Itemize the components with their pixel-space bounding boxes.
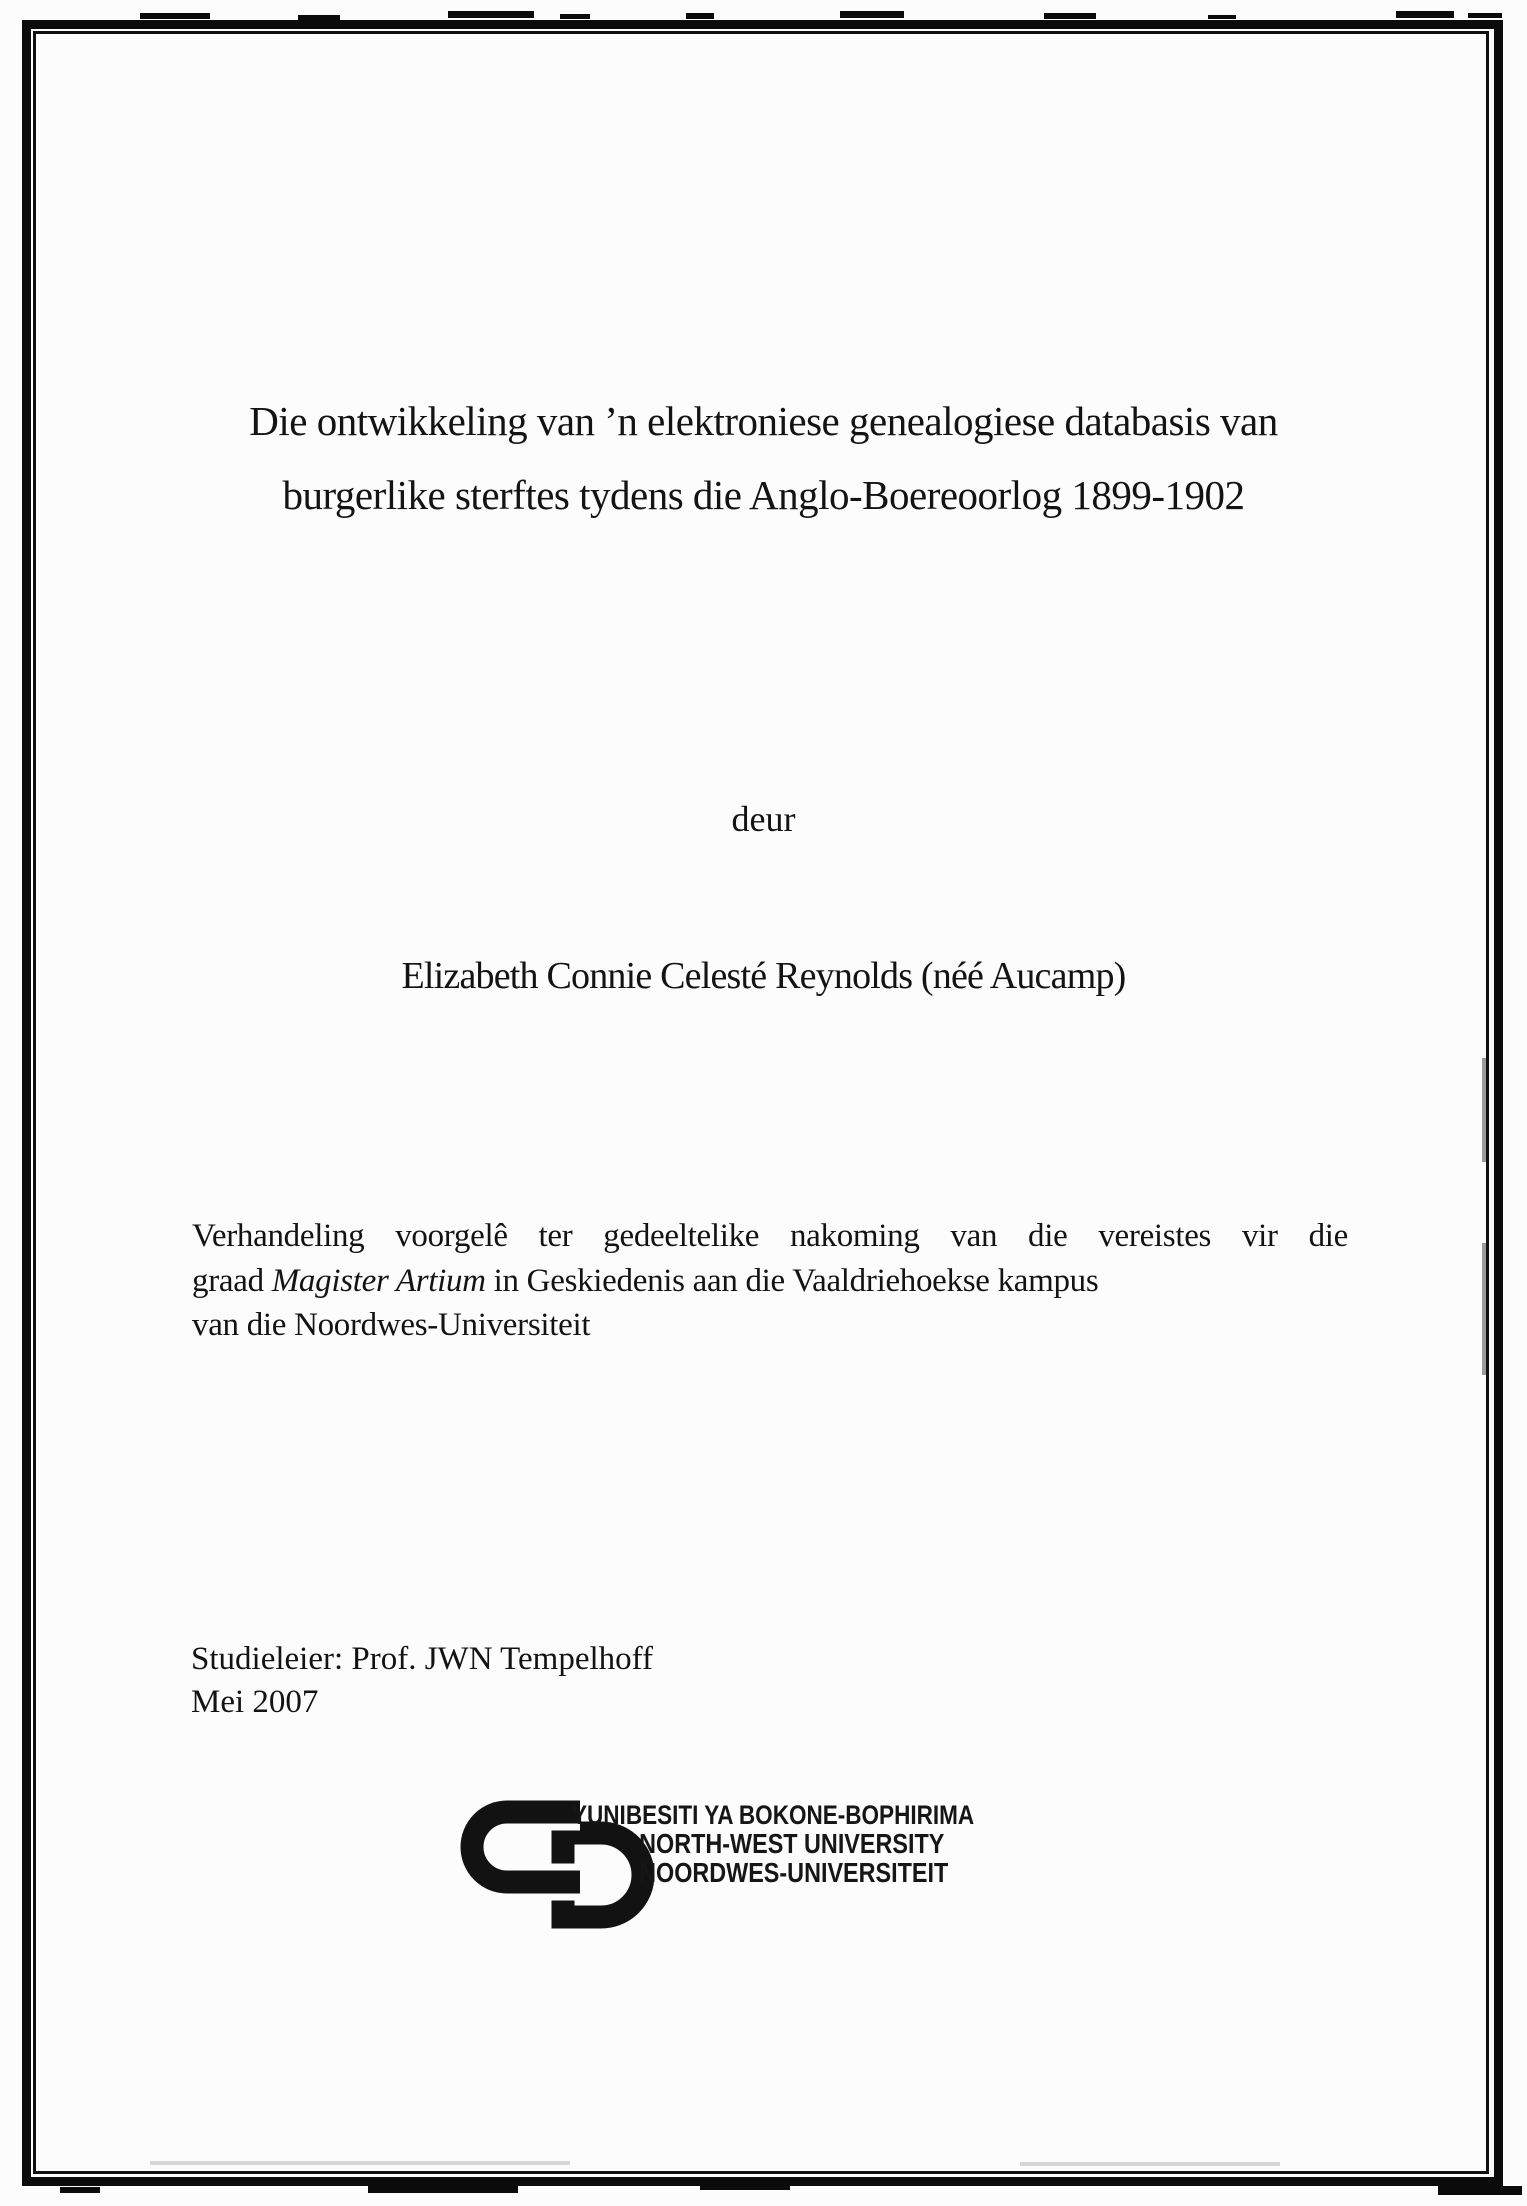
author-name: Elizabeth Connie Celesté Reynolds (néé Aucamp)	[401, 955, 1126, 997]
scan-artifact	[60, 2187, 100, 2193]
scan-artifact	[686, 13, 714, 19]
scan-artifact	[140, 13, 210, 19]
degree-line2-suffix: in Geskiedenis aan die Vaaldriehoekse kampus	[485, 1262, 1099, 1299]
scan-artifact	[1468, 13, 1502, 18]
scan-artifact	[700, 2185, 790, 2190]
degree-statement	[192, 1214, 1348, 1348]
credits-block	[191, 1638, 653, 1724]
scan-artifact	[150, 2161, 570, 2165]
scan-artifact	[1020, 2162, 1280, 2166]
supervisor-line: Studieleier: Prof. JWN Tempelhoff	[191, 1641, 654, 1677]
scan-artifact	[1208, 15, 1236, 19]
scan-artifact	[1044, 13, 1096, 19]
degree-statement-line-3: van die Noordwes-Universiteit	[192, 1307, 591, 1343]
scan-artifact	[368, 2186, 518, 2193]
thesis-title	[0, 384, 1527, 532]
thesis-title-line-1: Die ontwikkeling van ’n elektroniese genealogiese databasis van	[249, 398, 1278, 444]
degree-line2-prefix: graad	[192, 1262, 272, 1299]
scan-artifact	[560, 14, 590, 19]
scan-artifact	[448, 11, 534, 18]
degree-statement-line-1: Verhandeling voorgelê ter gedeeltelike nakoming van die vereistes vir die	[192, 1218, 1348, 1254]
date-line: Mei 2007	[191, 1684, 319, 1720]
university-logo-text	[572, 1801, 974, 1887]
scan-artifact	[1396, 11, 1454, 18]
logo-setswana-name: YUNIBESITI YA BOKONE-BOPHIRIMA	[572, 1800, 975, 1830]
scan-artifact	[1438, 2186, 1522, 2195]
thesis-title-line-2: burgerlike sterftes tydens die Anglo-Boereoorlog 1899-1902	[282, 472, 1245, 518]
degree-name-italic: Magister Artium	[271, 1262, 486, 1299]
scan-artifact	[1482, 1243, 1486, 1375]
scan-artifact	[840, 11, 904, 18]
byline-label: deur	[731, 799, 796, 839]
university-logo	[460, 1793, 1100, 1948]
logo-english-name: NORTH-WEST UNIVERSITY	[639, 1827, 945, 1859]
degree-statement-line-2	[192, 1259, 1348, 1304]
logo-afrikaans-name: NOORDWES-UNIVERSITEIT	[639, 1856, 949, 1888]
scan-artifact	[298, 15, 340, 20]
scan-artifact	[1482, 1058, 1486, 1162]
